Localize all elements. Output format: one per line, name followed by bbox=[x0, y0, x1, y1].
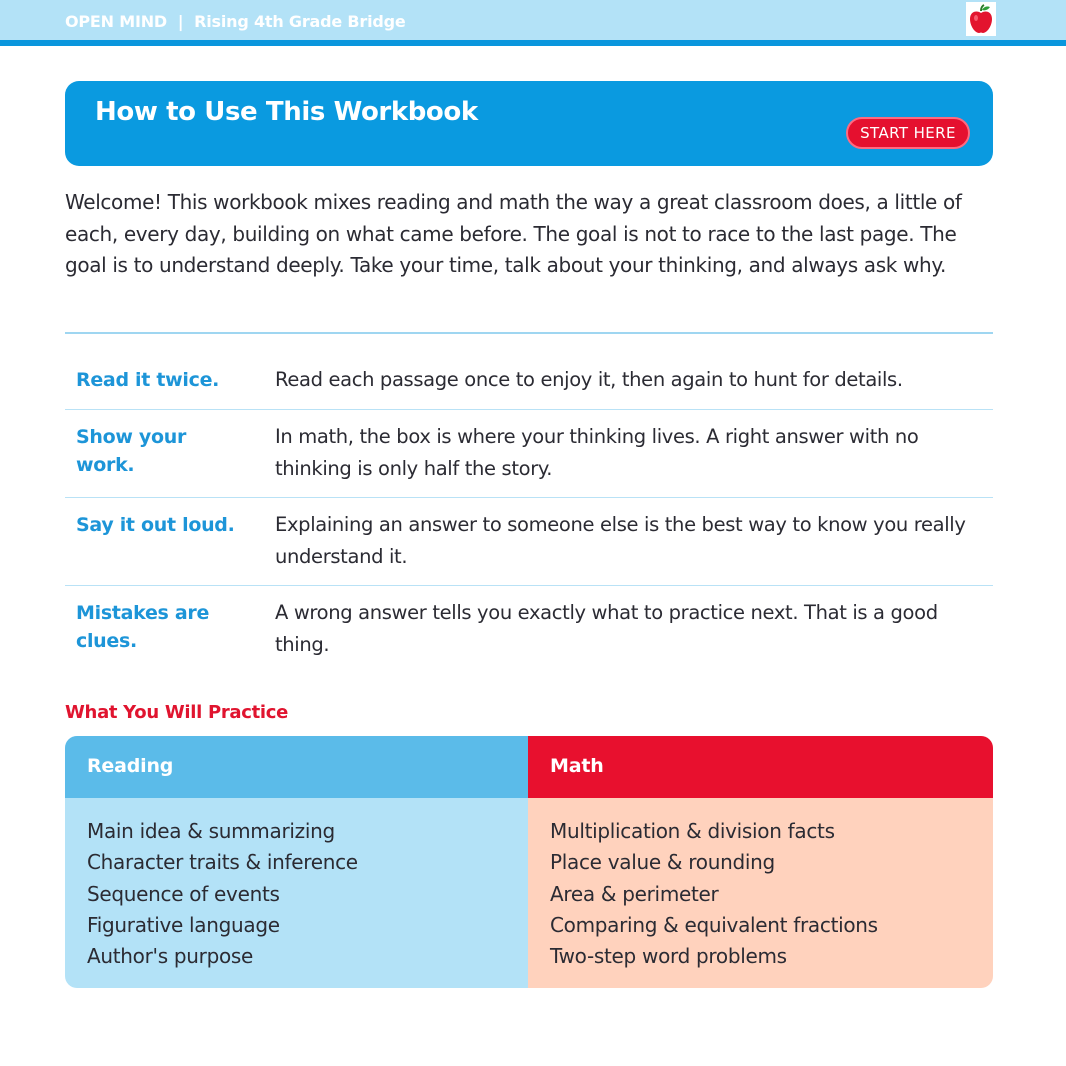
list-item: Area & perimeter bbox=[550, 881, 719, 906]
header-separator: | bbox=[177, 12, 184, 31]
list-item: Author's purpose bbox=[87, 944, 254, 969]
list-item: Comparing & equivalent fractions bbox=[550, 912, 878, 937]
tip-text: A wrong answer tells you exactly what to practice next. That is a good thing. bbox=[275, 601, 938, 656]
list-item: Character traits & inference bbox=[87, 850, 358, 875]
brand-name: OPEN MIND bbox=[65, 12, 167, 31]
workbook-banner bbox=[65, 81, 993, 166]
page-title: How to Use This Workbook bbox=[95, 97, 478, 127]
list-item: Multiplication & division facts bbox=[550, 819, 835, 843]
math-column bbox=[528, 736, 993, 988]
tip-row bbox=[65, 586, 993, 674]
reading-column-header: Reading bbox=[65, 736, 528, 798]
tip-label: Say it out loud. bbox=[76, 514, 235, 536]
reading-skill-list bbox=[65, 798, 528, 972]
math-skill-list bbox=[528, 798, 993, 972]
tip-label: Read it twice. bbox=[76, 369, 220, 391]
tip-label: Mistakes are clues. bbox=[76, 602, 210, 652]
list-item: Sequence of events bbox=[87, 881, 280, 906]
intro-paragraph: Welcome! This workbook mixes reading and math the way a great classroom does, a little of each, every day, building on what came before. The goal is not to race to the last page. The goal is to understand deeply. Take your time, talk about your thinking, and always ask why. bbox=[65, 190, 962, 277]
tip-row bbox=[65, 498, 993, 586]
top-header-bar bbox=[0, 0, 1066, 46]
reading-column bbox=[65, 736, 528, 988]
tips-list bbox=[65, 352, 993, 674]
list-item: Figurative language bbox=[87, 912, 280, 937]
tip-text: Explaining an answer to someone else is the best way to know you really understand it. bbox=[275, 513, 966, 568]
section-divider bbox=[65, 332, 993, 334]
practice-table bbox=[65, 736, 993, 988]
tip-row bbox=[65, 410, 993, 498]
header-subtitle: Rising 4th Grade Bridge bbox=[194, 12, 406, 31]
math-column-header: Math bbox=[528, 736, 993, 798]
list-item: Main idea & summarizing bbox=[87, 819, 335, 843]
start-here-button[interactable]: START HERE bbox=[846, 117, 970, 149]
tip-row bbox=[65, 352, 993, 410]
list-item: Two-step word problems bbox=[550, 944, 787, 969]
tip-label: Show your work. bbox=[76, 426, 187, 476]
list-item: Place value & rounding bbox=[550, 850, 775, 875]
practice-heading: What You Will Practice bbox=[65, 702, 289, 723]
header-title bbox=[65, 12, 406, 31]
tip-text: In math, the box is where your thinking lives. A right answer with no thinking is only half the story. bbox=[275, 425, 919, 480]
apple-icon bbox=[966, 2, 996, 36]
tip-text: Read each passage once to enjoy it, then again to hunt for details. bbox=[275, 368, 903, 391]
